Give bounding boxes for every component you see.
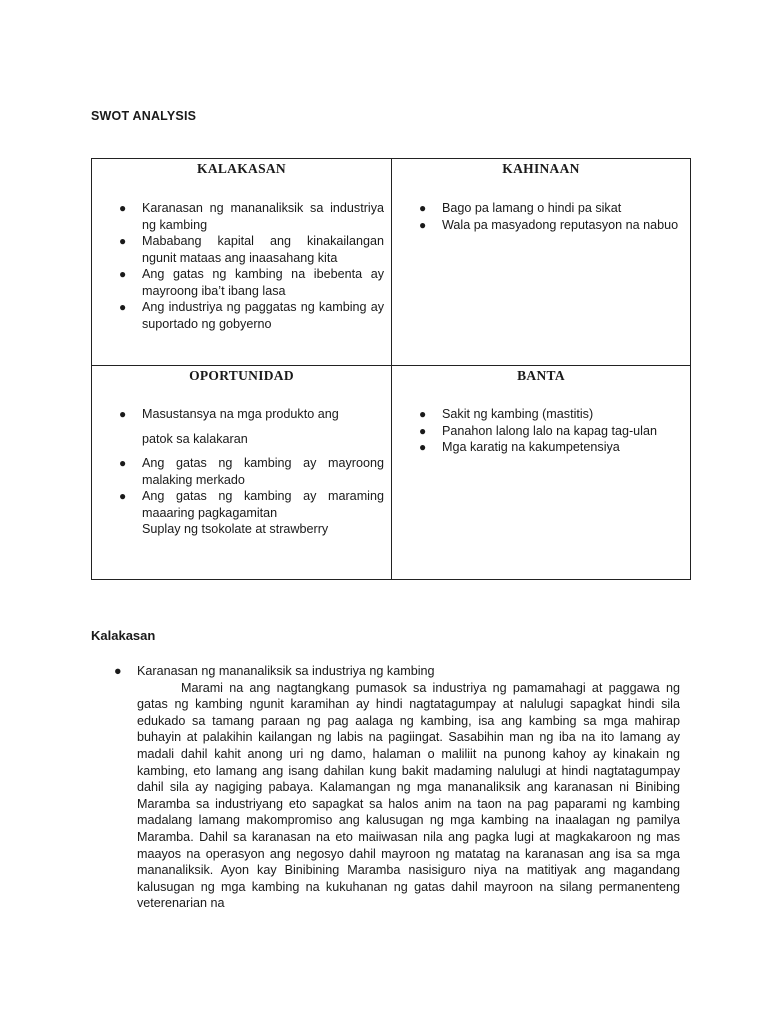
list-item: ● Ang gatas ng kambing ay maraming maaaring pagkagamitan [119, 489, 384, 520]
bullet-icon: ● [419, 423, 427, 438]
list-item: ● Panahon lalong lalo na kapag tag-ulan [419, 423, 657, 438]
bullet-icon: ● [119, 267, 127, 281]
bullet-icon: ● [119, 489, 127, 503]
list-item: ● Mababang kapital ang kinakailangan ngunit mataas ang inaasahang kita [119, 234, 384, 265]
section-item-title: Karanasan ng mananaliksik sa industriya ng kambing [137, 664, 435, 678]
bullet-icon: ● [119, 456, 127, 470]
document-title: SWOT ANALYSIS [91, 109, 197, 123]
threats-list [392, 406, 686, 456]
list-item: ● Wala pa masyadong reputasyon na nabuo [419, 217, 679, 232]
swot-cell-strengths [92, 159, 392, 366]
bullet-icon: ● [119, 234, 127, 248]
list-item: ● Ang gatas ng kambing na ibebenta ay mayroong iba’t ibang lasa [119, 267, 384, 298]
weaknesses-heading: KAHINAAN [502, 161, 580, 176]
bullet-icon: ● [419, 217, 427, 232]
bullet-icon: ● [419, 407, 427, 421]
section-body [91, 663, 680, 912]
opportunities-heading: OPORTUNIDAD [189, 368, 294, 383]
list-item: ● Ang industriya ng paggatas ng kambing ay suportado ng gobyerno [119, 300, 384, 331]
list-item: ● Ang gatas ng kambing ay mayroong malaking merkado [119, 456, 384, 487]
list-item: ● Bago pa lamang o hindi pa sikat [419, 201, 622, 215]
opportunities-list [92, 406, 384, 538]
strengths-heading: KALAKASAN [197, 161, 286, 176]
list-item: ● Sakit ng kambing (mastitis) [419, 407, 594, 421]
swot-cell-weaknesses [392, 159, 690, 366]
strengths-list [92, 200, 384, 332]
bullet-icon: ● [119, 300, 127, 314]
list-item: ● Masustansya na mga produkto ang patok sa kalakaran [119, 407, 339, 446]
section-heading: Kalakasan [91, 628, 156, 643]
bullet-icon: ● [419, 201, 427, 215]
bullet-icon: ● [114, 664, 122, 678]
bullet-icon: ● [119, 407, 127, 421]
bullet-icon: ● [119, 201, 127, 215]
section-paragraph: Marami na ang nagtangkang pumasok sa industriya ng pamamahagi at paggawa ng gatas ng kambing ngunit karamihan ay hindi nagtatagumpay at nalulugi sapagkat hindi sila edukado sa tamang paraan ng pag aalaga ng kambing, isa ang kambing sa mga mahirap buhayin at palakihin kailangan ng labis na pagiingat. Sasabihin man ng iba na ito lamang ay madali dahil kahit anong uri ng damo, halaman o maliliit na punong kahoy ay kinakain ng kambing, eto lamang ang isang dahilan kung bakit madaming nalulugi at hindi nagtatagumpay dahil sila ay nagiging pabaya. Kalamangan ng mga mananaliksik ang karanasan ni Binibing Maramba sa industriyang eto sapagkat sa halos anim na taon na pag paparami ng kambing madalang lamang makompromiso ang kalusugan ng mga kambing na inaalagan ng pamilya Maramba. Dahil sa karanasan na eto maiiwasan nila ang pagka lugi at magkakaroon ng mas maayos na operasyon ang negosyo dahil mayroon ng matatag na karanasan ang isa sa mga mananaliksik. Ayon kay Binibining Maramba nasisiguro niya na matitiyak ang magandang kalusugan ng mga kambing na kukuhanan ng gatas dahil mayroon na silang permanenteng veterenarian na [137, 680, 680, 911]
swot-cell-opportunities [92, 366, 392, 579]
threats-heading: BANTA [517, 368, 565, 383]
bullet-icon: ● [419, 440, 427, 454]
swot-cell-threats [392, 366, 690, 579]
swot-table [91, 158, 691, 580]
list-item: ● Karanasan ng mananaliksik sa industriya ng kambing [119, 201, 384, 232]
weaknesses-list [392, 200, 686, 233]
list-item: ● Mga karatig na kakumpetensiya [419, 440, 620, 454]
opportunities-extra-line: Suplay ng tsokolate at strawberry [142, 522, 329, 536]
